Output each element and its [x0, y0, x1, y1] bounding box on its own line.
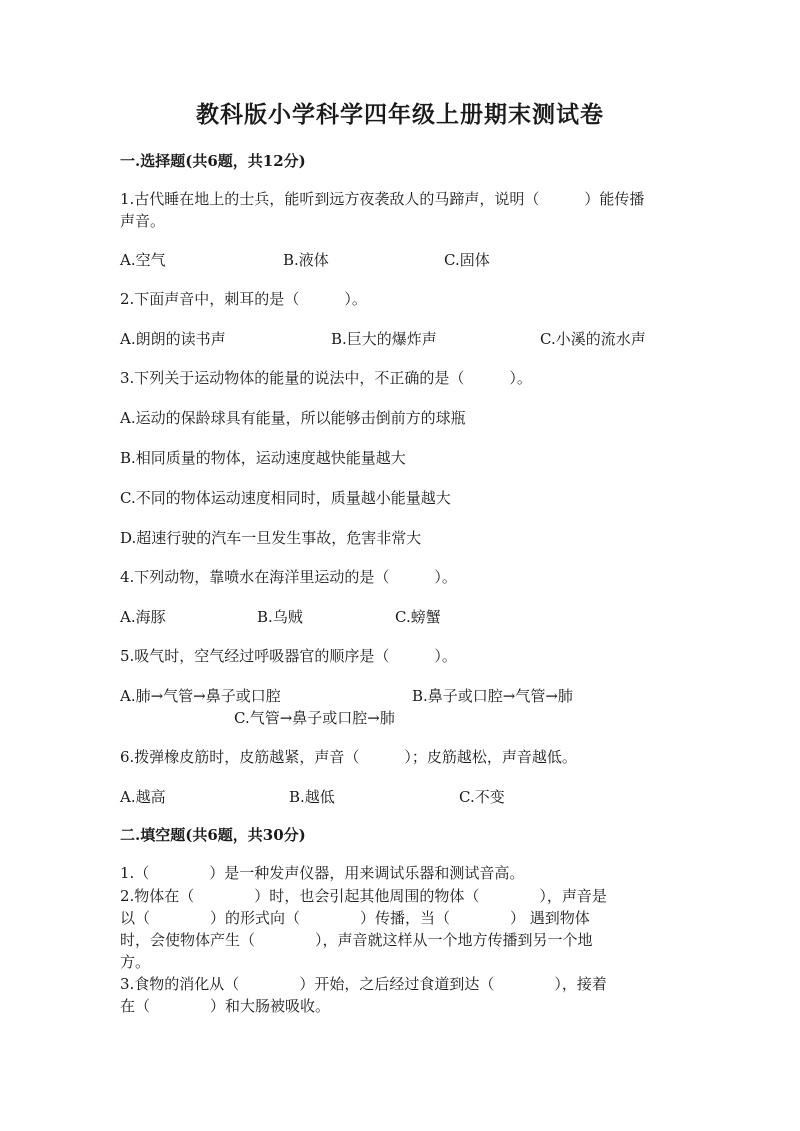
q2-option-a: A.朗朗的读书声: [120, 330, 226, 348]
q5-option-c: C.气管→鼻子或口腔→肺: [234, 709, 395, 727]
q6-option-a: A.越高: [120, 788, 166, 806]
fill-question-1: 1.（ ）是一种发声仪器，用来调试乐器和测试音高。: [120, 864, 525, 882]
q1-option-a: A.空气: [120, 251, 166, 269]
q5-option-b: B.鼻子或口腔→气管→肺: [412, 687, 573, 705]
question-4: 4.下列动物，靠喷水在海洋里运动的是（ ）。: [120, 568, 457, 586]
page-title: 教科版小学科学四年级上册期末测试卷: [196, 101, 604, 128]
q3-option-b: B.相同质量的物体，运动速度越快能量越大: [120, 449, 406, 467]
section-heading-fill: 二.填空题(共6题，共30分): [120, 826, 306, 844]
question-3: 3.下列关于运动物体的能量的说法中，不正确的是（ ）。: [120, 369, 532, 387]
q1-option-c: C.固体: [444, 251, 490, 269]
question-5: 5.吸气时，空气经过呼吸器官的顺序是（ ）。: [120, 647, 457, 665]
q4-option-b: B.乌贼: [257, 608, 303, 626]
fill-question-2-line-3: 时，会使物体产生（ ），声音就这样从一个地方传播到另一个地: [120, 931, 593, 949]
q4-option-a: A.海豚: [120, 608, 166, 626]
q3-option-a: A.运动的保龄球具有能量，所以能够击倒前方的球瓶: [120, 409, 466, 427]
fill-question-2-line-2: 以（ ）的形式向（ ）传播，当（ ） 遇到物体: [120, 909, 590, 927]
question-1-line-1: 1.古代睡在地上的士兵，能听到远方夜袭敌人的马蹄声，说明（ ）能传播: [120, 190, 645, 208]
q3-option-d: D.超速行驶的汽车一旦发生事故，危害非常大: [120, 529, 422, 547]
q6-option-c: C.不变: [459, 788, 505, 806]
q4-option-c: C.螃蟹: [395, 608, 441, 626]
question-6: 6.拨弹橡皮筋时，皮筋越紧，声音（ ）；皮筋越松，声音越低。: [120, 748, 577, 766]
q6-option-b: B.越低: [289, 788, 335, 806]
section-heading-choice: 一.选择题(共6题，共12分): [120, 152, 306, 170]
fill-question-3-line-2: 在（ ）和大肠被吸收。: [120, 997, 331, 1015]
q5-option-a: A.肺→气管→鼻子或口腔: [120, 687, 281, 705]
q2-option-b: B.巨大的爆炸声: [331, 330, 437, 348]
fill-question-3-line-1: 3.食物的消化从（ ）开始，之后经过食道到达（ ），接着: [120, 975, 607, 993]
question-1-line-2: 声音。: [120, 212, 166, 230]
q2-option-c: C.小溪的流水声: [540, 330, 646, 348]
fill-question-2-line-1: 2.物体在（ ）时，也会引起其他周围的物体（ ），声音是: [120, 887, 607, 905]
fill-question-2-line-4: 方。: [120, 953, 151, 971]
q3-option-c: C.不同的物体运动速度相同时，质量越小能量越大: [120, 489, 451, 507]
question-2: 2.下面声音中，刺耳的是（ ）。: [120, 290, 367, 308]
q1-option-b: B.液体: [283, 251, 329, 269]
